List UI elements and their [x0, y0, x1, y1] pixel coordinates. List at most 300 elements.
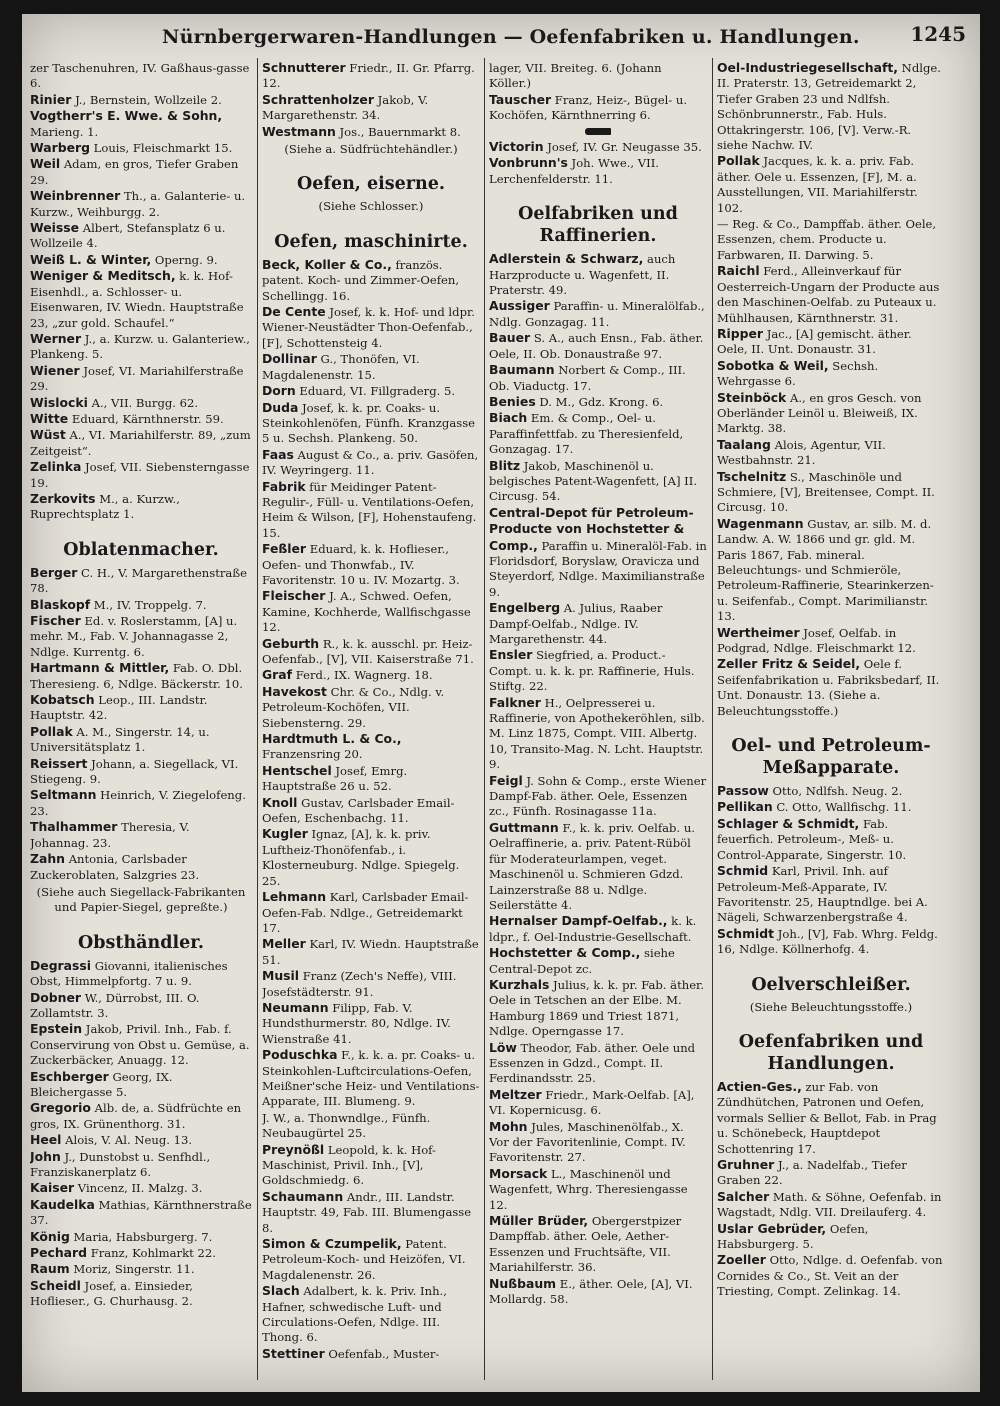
entry-text: Adalbert, k. k. Priv. Inh., Hafner, schwedische Luft- und Circulations-Oefen, Ndlge. III. Thong. 6. — [262, 1284, 447, 1345]
entry-text: Operng. 9. — [154, 252, 218, 267]
entry-text: Alois, Agentur, VII. Westbahnstr. 21. — [717, 437, 886, 468]
entry-text: J., Bernstein, Wollzeile 2. — [75, 92, 222, 107]
directory-entry — [30, 1069, 252, 1101]
entry-name: Pollak — [717, 153, 760, 169]
entry-text: Friedr., II. Gr. Pfarrg. 12. — [262, 61, 475, 91]
entry-text: Vincenz, II. Malzg. 3. — [77, 1181, 203, 1196]
entry-name: Pechard — [30, 1245, 87, 1261]
section-heading: Oefen, maschinirte. — [274, 231, 468, 252]
entry-name: Gregorio — [30, 1100, 91, 1116]
cross-reference-note: (Siehe a. Südfrüchtehändler.) — [284, 142, 458, 157]
entry-name: Schmidt — [717, 925, 775, 941]
entry-name: Schlager & Schmidt, — [717, 815, 860, 831]
directory-entry — [262, 1110, 480, 1142]
entry-name: Zelinka — [30, 459, 82, 475]
entry-text: Theresia, V. Johannag. 23. — [30, 820, 190, 850]
directory-entry — [30, 1180, 252, 1196]
entry-name: Slach — [262, 1283, 300, 1299]
entry-text: siehe Central-Depot zc. — [489, 946, 675, 976]
directory-entry — [30, 427, 252, 459]
column-rule — [257, 58, 258, 1380]
cross-reference-note: (Siehe Beleuchtungsstoffe.) — [749, 999, 913, 1014]
directory-entry — [30, 724, 252, 756]
entry-name: Weisse — [30, 220, 80, 236]
directory-entry — [717, 1189, 945, 1221]
entry-name: Fabrik — [262, 478, 306, 494]
entry-name: Dobner — [30, 989, 82, 1005]
cross-reference-note: (Siehe auch Siegellack-Fabrikanten und Papier-Siegel, gepreßte.) — [36, 884, 246, 915]
directory-entry — [30, 156, 252, 188]
entry-name: Hentschel — [262, 762, 332, 778]
directory-entry — [262, 968, 480, 1000]
column-4 — [717, 60, 945, 1386]
entry-name: Baumann — [489, 362, 555, 378]
entry-name: Victorin — [489, 139, 544, 155]
directory-entry — [30, 1229, 252, 1245]
entry-text: A., VII. Burgg. 62. — [91, 395, 199, 410]
entry-name: Ensler — [489, 647, 533, 663]
directory-entry — [489, 505, 707, 600]
entry-text: Louis, Fleischmarkt 15. — [93, 141, 233, 156]
entry-text: Jacques, k. k. a. priv. Fab. äther. Oele u. Essenzen, [F], M. a. Ausstellungen, VII. Mariahilferstr. 102. — [717, 154, 918, 215]
entry-name: Wislocki — [30, 394, 88, 410]
entry-text: zer Taschenuhren, IV. Gaßhaus-gasse 6. — [30, 61, 250, 91]
entry-text: k. k. ldpr., f. Oel-Industrie-Gesellschaft. — [489, 914, 697, 944]
entry-name: Fleischer — [262, 588, 326, 604]
entry-text: Chr. & Co., Ndlg. v. Petroleum-Kochöfen, VII. Siebensterng. 29. — [262, 684, 445, 730]
entry-name: Meller — [262, 936, 306, 952]
directory-entry — [717, 469, 945, 516]
directory-entry — [262, 1047, 480, 1110]
directory-entry — [717, 326, 945, 358]
entry-text: F., k. k. a. pr. Coaks- u. Steinkohlen-Luftcirculations-Oefen, Meißner'sche Heiz- und Ventilations-Apparate, III. Blumeng. 9. — [262, 1048, 480, 1109]
entry-name: Aussiger — [489, 298, 550, 314]
entry-name: Schrattenholzer — [262, 91, 374, 107]
directory-entry — [489, 913, 707, 945]
entry-text: Eduard, Kärnthnerstr. 59. — [71, 411, 224, 426]
entry-name: De Cente — [262, 304, 326, 320]
entry-name: Vonbrunn's — [489, 155, 568, 171]
entry-name: Vogtherr's E. Wwe. & Sohn, — [30, 108, 223, 124]
entry-name: Central-Depot für Petroleum-Producte von Hochstetter & Comp., — [489, 504, 694, 553]
directory-entry — [262, 92, 480, 124]
directory-entry — [30, 92, 252, 108]
directory-entry — [30, 252, 252, 268]
entry-name: Berger — [30, 564, 78, 580]
directory-entry — [30, 363, 252, 395]
section-heading: Oel- und Petroleum-Meßapparate. — [731, 736, 931, 779]
directory-entry — [30, 756, 252, 788]
entry-text: Otto, Ndlge. d. Oefenfab. von Cornides & Co., St. Veit an der Triesting, Compt. Zelinkag. 14. — [717, 1253, 943, 1299]
directory-entry — [30, 787, 252, 819]
directory-entry — [30, 459, 252, 491]
entry-text: Patent. Petroleum-Koch- und Heizöfen, VI. Magdalenenstr. 26. — [262, 1237, 466, 1282]
entry-name: Hartmann & Mittler, — [30, 660, 170, 676]
directory-entry — [489, 362, 707, 394]
entry-text: C. Otto, Wallfischg. 11. — [776, 800, 912, 815]
directory-entry — [262, 257, 480, 304]
entry-text: Jakob, Privil. Inh., Fab. f. Conservirung von Obst u. Gemüse, a. Zuckerbäcker, Anuagg. 12. — [30, 1022, 250, 1068]
entry-name: Tschelnitz — [717, 468, 787, 484]
entry-text: Obergerstpizer Dampffab. äther. Oele, Aether-Essenzen und Fruchtsäfte, VII. Mariahilferstr. 36. — [489, 1214, 682, 1275]
directory-entry — [30, 1132, 252, 1148]
entry-text: auch Harzproducte u. Wagenfett, II. Praterstr. 49. — [489, 252, 676, 298]
entry-text: Moriz, Singerstr. 11. — [73, 1262, 195, 1277]
entry-text: S. A., auch Ensn., Fab. äther. Oele, II. Ob. Donaustraße 97. — [489, 331, 704, 361]
section-heading: Oelfabriken und Raffinerien. — [518, 204, 678, 247]
entry-text: Maria, Habsburgerg. 7. — [73, 1229, 213, 1244]
directory-entry — [717, 1252, 945, 1299]
directory-entry — [262, 636, 480, 668]
directory-entry — [489, 945, 707, 977]
entry-name: Oel-Industriegesellschaft, — [717, 60, 898, 75]
entry-name: Zerkovits — [30, 490, 96, 506]
entry-name: Eschberger — [30, 1068, 109, 1084]
directory-entry — [717, 926, 945, 958]
entry-name: Seltmann — [30, 787, 97, 803]
directory-entry — [30, 140, 252, 156]
entry-text: Jac., [A] gemischt. äther. Oele, II. Unt. Donaustr. 31. — [717, 326, 912, 357]
entry-text: Em. & Comp., Oel- u. Paraffinfettfab. zu Theresienfeld, Gonzagag. 17. — [489, 411, 684, 457]
entry-name: Duda — [262, 399, 299, 415]
directory-entry — [30, 491, 252, 523]
section-heading: Obsthändler. — [78, 932, 204, 953]
directory-entry — [489, 1119, 707, 1166]
entry-name: Engelberg — [489, 600, 561, 616]
entry-text: A., en gros Gesch. von Oberländer Leinöl u. Bleiweiß, IX. Marktg. 38. — [717, 390, 922, 436]
directory-entry — [262, 1000, 480, 1047]
directory-entry — [262, 889, 480, 936]
entry-name: Warberg — [30, 140, 90, 156]
directory-entry — [30, 1100, 252, 1132]
entry-text: Albert, Stefansplatz 6 u. Wollzeile 4. — [30, 221, 226, 251]
directory-entry — [489, 1276, 707, 1308]
entry-name: Wagenmann — [717, 515, 804, 531]
entry-name: Raum — [30, 1261, 70, 1277]
section-heading: Oefen, eiserne. — [297, 174, 445, 195]
entry-text: Josef, Oelfab. in Podgrad, Ndlge. Fleischmarkt 12. — [717, 625, 916, 656]
directory-entry — [30, 108, 252, 140]
entry-text: F., k. k. priv. Oelfab. u. Oelraffinerie, a. priv. Patent-Rüböl für Moderateurlampen, veget. Maschinenöl u. Schmieren Gdzd. Lainzerstraße 88 u. Ndlge. Seilerstätte 4. — [489, 820, 695, 912]
directory-entry — [717, 1079, 945, 1157]
directory-entry — [717, 799, 945, 815]
entry-text: Ferd., IX. Wagnerg. 18. — [295, 668, 433, 683]
entry-text: Eduard, VI. Fillgraderg. 5. — [299, 384, 456, 399]
entry-text: Andr., III. Landstr. Hauptstr. 49, Fab. III. Blumengasse 8. — [262, 1189, 472, 1235]
entry-text: M., a. Kurzw., Ruprechtsplatz 1. — [30, 491, 180, 522]
directory-entry — [30, 565, 252, 597]
entry-text: Karl, IV. Wiedn. Hauptstraße 51. — [262, 937, 479, 967]
entry-text: J. A., Schwed. Oefen, Kamine, Kochherde, Wallfischgasse 12. — [262, 589, 471, 635]
directory-entry — [489, 394, 707, 410]
page-number: 1245 — [910, 22, 966, 46]
directory-entry — [717, 437, 945, 469]
entry-name: Fischer — [30, 613, 81, 628]
entry-name: Feßler — [262, 541, 307, 557]
directory-entry — [717, 783, 945, 799]
directory-entry — [30, 1261, 252, 1277]
column-1 — [30, 60, 252, 1386]
entry-name: Dollinar — [262, 351, 317, 367]
entry-text: C. H., V. Margarethenstraße 78. — [30, 565, 247, 596]
entry-text: Ndlge. II. Praterstr. 13, Getreidemarkt 2, Tiefer Graben 23 und Ndlfsh. Schönbrunnerstr., Fab. Huls. Ottakringerstr. 106, [V]. Verw.-R. siehe Nachw. IV. — [717, 61, 941, 153]
entry-text: Oele f. Seifenfabrikation u. Fabriksbedarf, II. Unt. Donaustr. 13. (Siehe a. Beleuchtungsstoffe.) — [717, 657, 940, 718]
entry-name: Dorn — [262, 383, 296, 399]
entry-name: Rinier — [30, 91, 72, 107]
directory-entry — [262, 60, 480, 92]
entry-name: Blaskopf — [30, 596, 91, 612]
entry-text: Alois, V. Al. Neug. 13. — [65, 1133, 193, 1148]
directory-entry — [30, 411, 252, 427]
directory-entry — [489, 251, 707, 298]
entry-text: Fab. feuerfich. Petroleum-, Meß- u. Control-Apparate, Singerstr. 10. — [717, 816, 907, 862]
directory-entry — [30, 1149, 252, 1181]
directory-entry — [489, 695, 707, 773]
entry-text: Jules, Maschinenölfab., X. Vor der Favoritenlinie, Compt. IV. Favoritenstr. 27. — [489, 1119, 686, 1165]
directory-entry — [717, 358, 945, 390]
entry-name: Ripper — [717, 325, 764, 341]
directory-entry — [489, 1040, 707, 1087]
entry-text: Norbert & Comp., III. Ob. Viaductg. 17. — [489, 363, 686, 393]
entry-name: Salcher — [717, 1188, 770, 1204]
entry-text: J. Sohn & Comp., erste Wiener Dampf-Fab. äther. Oele, Essenzen zc., Fünfh. Rosinagasse 11a. — [489, 773, 707, 819]
entry-name: König — [30, 1228, 70, 1244]
entry-text: Fab. O. Dbl. Theresieng. 6, Ndlge. Bäckerstr. 10. — [30, 661, 243, 691]
entry-text: Theodor, Fab. äther. Oele und Essenzen in Gdzd., Compt. II. Ferdinandsstr. 25. — [489, 1040, 696, 1086]
directory-entry — [262, 936, 480, 968]
entry-text: E., äther. Oele, [A], VI. Mollardg. 58. — [489, 1276, 693, 1307]
entry-name: Tauscher — [489, 91, 552, 107]
entry-text: Marieng. 1. — [30, 124, 99, 139]
entry-name: Zahn — [30, 851, 65, 867]
entry-text: Leopold, k. k. Hof-Maschinist, Privil. Inh., [V], Goldschmiedg. 6. — [262, 1142, 436, 1188]
entry-name: Stettiner — [262, 1345, 325, 1361]
entry-text: Josef, IV. Gr. Neugasse 35. — [547, 140, 702, 155]
directory-entry — [262, 1236, 480, 1283]
entry-text: Georg, IX. Bleichergasse 5. — [30, 1069, 173, 1099]
entry-name: Passow — [717, 783, 769, 799]
entry-name: Falkner — [489, 694, 541, 710]
entry-text: Josef, k. k. Hof- und ldpr. Wiener-Neustädter Thon-Oefenfab., [F], Schottensteig 4. — [262, 305, 475, 350]
directory-entry — [30, 268, 252, 331]
pointing-hand-icon — [585, 128, 611, 135]
entry-name: Bauer — [489, 330, 531, 346]
entry-name: Hochstetter & Comp., — [489, 945, 641, 961]
directory-entry — [30, 1245, 252, 1261]
entry-name: Wertheimer — [717, 624, 800, 640]
entry-text: W., Dürrobst, III. O. Zollamtstr. 3. — [30, 990, 200, 1020]
entry-text: Joh., [V], Fab. Whrg. Feldg. 16, Ndlge. Köllnerhofg. 4. — [717, 926, 938, 957]
entry-text: Paraffin u. Mineralöl-Fab. in Floridsdorf, Boryslaw, Oravicza und Steyerdorf, Ndlge. Maximilianstraße 9. — [489, 538, 707, 599]
directory-entry — [489, 92, 707, 124]
entry-name: Werner — [30, 330, 82, 346]
entry-text: Franz, Heiz-, Bügel- u. Kochöfen, Kärnthnerring 6. — [489, 92, 688, 123]
entry-name: Scheidl — [30, 1277, 81, 1293]
entry-text: Friedr., Mark-Oelfab. [A], VI. Kopernicusg. 6. — [489, 1087, 695, 1118]
directory-entry — [717, 1157, 945, 1189]
entry-name: Morsack — [489, 1165, 548, 1181]
entry-text: — Reg. & Co., Dampffab. äther. Oele, Essenzen, chem. Producte u. Farbwaren, II. Darwing. 5. — [717, 217, 937, 262]
entry-name: Wiener — [30, 362, 80, 378]
directory-entry — [717, 516, 945, 625]
entry-name: Beck, Koller & Co., — [262, 256, 392, 272]
entry-text: Eduard, k. k. Hoflieser., Oefen- und Thonwfab., IV. Favoritenstr. 10 u. IV. Mozartg. 3. — [262, 542, 460, 587]
section-heading: Oblatenmacher. — [63, 539, 219, 560]
entry-text: Oefenfab., Muster- — [328, 1346, 440, 1361]
directory-entry — [489, 155, 707, 187]
directory-entry — [262, 826, 480, 889]
entry-name: Steinböck — [717, 389, 787, 405]
entry-text: S., Maschinöle und Schmiere, [V], Breitensee, Compt. II. Circusg. 10. — [717, 469, 935, 515]
entry-name: Meltzer — [489, 1086, 542, 1102]
directory-entry — [489, 298, 707, 330]
directory-entry — [30, 990, 252, 1022]
directory-entry — [30, 613, 252, 660]
entry-text: L., Maschinenöl und Wagenfett, Whrg. Theresiengasse 12. — [489, 1166, 688, 1212]
directory-entry — [30, 660, 252, 692]
entry-name: Lehmann — [262, 889, 327, 905]
entry-text: zur Fab. von Zündhütchen, Patronen und Oefen, vormals Sellier & Bellot, Fab. in Prag u. Schönebeck, Hauptdepot Schottenring 17. — [717, 1079, 937, 1156]
entry-text: Josef, a. Einsieder, Hoflieser., G. Churhausg. 2. — [30, 1278, 193, 1309]
entry-text: J., a. Nadelfab., Tiefer Graben 22. — [717, 1157, 907, 1188]
section-heading: Oefenfabriken und Handlungen. — [738, 1031, 924, 1074]
directory-entry — [489, 330, 707, 362]
entry-text: Karl, Privil. Inh. auf Petroleum-Meß-Apparate, IV. Favoritenstr. 25, Hauptndlge. bei A. Nägeli, Schwarzenbergstraße 4. — [717, 864, 928, 925]
directory-entry — [262, 588, 480, 635]
entry-text: Math. & Söhne, Oefenfab. in Wagstadt, Ndlg. VII. Dreilauferg. 4. — [717, 1189, 942, 1220]
directory-entry — [489, 1166, 707, 1213]
directory-entry — [30, 1021, 252, 1068]
directory-entry — [262, 479, 480, 542]
directory-entry — [262, 400, 480, 447]
entry-text: Josef, k. k. pr. Coaks- u. Steinkohlenöfen, Fünfh. Kranzgasse 5 u. Sechsh. Plankeng. 50. — [262, 400, 476, 446]
entry-text: Otto, Ndlfsh. Neug. 2. — [772, 784, 903, 799]
entry-name: Faas — [262, 446, 294, 462]
entry-name: Kaudelka — [30, 1196, 95, 1212]
directory-entry — [717, 390, 945, 437]
entry-text: Th., a. Galanterie- u. Kurzw., Weihburgg. 2. — [30, 189, 246, 219]
column-3 — [489, 60, 707, 1386]
directory-entry — [489, 820, 707, 913]
entry-text: Gustav, Carlsbader Email-Oefen, Eschenbachg. 11. — [262, 795, 455, 826]
directory-entry — [30, 331, 252, 363]
entry-text: August & Co., a. priv. Gasöfen, IV. Weyringerg. 11. — [262, 447, 479, 478]
entry-text: französ. patent. Koch- und Zimmer-Oefen, Schellingg. 16. — [262, 257, 460, 303]
entry-name: John — [30, 1148, 61, 1164]
entry-text: Ignaz, [A], k. k. priv. Luftheiz-Thonöfenfab., i. Klosterneuburg. Ndlge. Spiegelg. 25. — [262, 827, 460, 888]
entry-name: Müller Brüder, — [489, 1213, 589, 1229]
directory-entry — [30, 188, 252, 220]
entry-text: A. M., Singerstr. 14, u. Universitätsplatz 1. — [30, 724, 210, 755]
entry-name: Taalang — [717, 436, 771, 452]
directory-entry — [262, 351, 480, 383]
entry-text: Heinrich, V. Ziegelofeng. 23. — [30, 788, 246, 818]
entry-text: Ed. v. Roslerstamm, [A] u. mehr. M., Fab. V. Johannagasse 2, Ndlge. Kurrentg. 6. — [30, 614, 238, 659]
entry-name: Wüst — [30, 427, 66, 443]
directory-entry — [717, 153, 945, 216]
entry-text: lager, VII. Breiteg. 6. (Johann Köller.) — [489, 61, 662, 91]
directory-entry — [489, 1087, 707, 1119]
directory-entry — [489, 60, 707, 92]
directory-entry — [30, 1278, 252, 1310]
entry-name: Pollak — [30, 723, 73, 739]
entry-name: Weil — [30, 156, 61, 172]
section-heading: Oelverschleißer. — [751, 974, 911, 995]
directory-entry — [489, 647, 707, 694]
entry-text: Leop., III. Landstr. Hauptstr. 42. — [30, 693, 208, 723]
directory-entry — [30, 395, 252, 411]
directory-entry — [30, 597, 252, 613]
entry-name: Biach — [489, 410, 528, 426]
directory-entry — [30, 220, 252, 252]
entry-name: Thalhammer — [30, 819, 118, 835]
entry-name: Westmann — [262, 123, 336, 139]
entry-name: Poduschka — [262, 1047, 338, 1063]
entry-text: Giovanni, italienisches Obst, Himmelpfortg. 7 u. 9. — [30, 958, 228, 989]
directory-entry — [489, 1213, 707, 1276]
entry-name: Hernalser Dampf-Oelfab., — [489, 913, 668, 929]
entry-name: Zeller Fritz & Seidel, — [717, 656, 861, 672]
directory-entry — [489, 977, 707, 1040]
entry-name: Epstein — [30, 1021, 83, 1037]
directory-entry — [30, 692, 252, 724]
directory-entry — [262, 1283, 480, 1346]
entry-name: Musil — [262, 968, 300, 984]
entry-text: Karl, Carlsbader Email-Oefen-Fab. Ndlge., Getreidemarkt 17. — [262, 890, 469, 935]
entry-text: Josef, Emrg. Hauptstraße 26 u. 52. — [262, 763, 408, 794]
column-rule — [712, 58, 713, 1380]
entry-name: Kurzhals — [489, 976, 550, 992]
entry-name: Kaiser — [30, 1180, 75, 1196]
entry-text: Adam, en gros, Tiefer Graben 29. — [30, 157, 239, 187]
entry-text: Jakob, Maschinenöl u. belgisches Patent-Wagenfett, [A] II. Circusg. 54. — [489, 458, 698, 504]
entry-name: Schnutterer — [262, 60, 346, 75]
entry-text: R., k. k. ausschl. pr. Heiz-Oefenfab., [V], VII. Kaiserstraße 71. — [262, 636, 474, 666]
entry-text: Franzensring 20. — [262, 747, 363, 762]
entry-name: Adlerstein & Schwarz, — [489, 251, 644, 267]
directory-entry — [262, 304, 480, 351]
entry-name: Graf — [262, 667, 293, 683]
directory-entry — [489, 458, 707, 505]
entry-name: Mohn — [489, 1118, 528, 1134]
entry-name: Knoll — [262, 794, 298, 810]
entry-name: Reissert — [30, 755, 88, 771]
directory-entry — [489, 773, 707, 820]
entry-name: Heel — [30, 1132, 62, 1148]
entry-name: Hardtmuth L. & Co., — [262, 731, 402, 747]
directory-entry — [717, 816, 945, 863]
directory-entry — [262, 667, 480, 683]
entry-name: Kugler — [262, 826, 308, 842]
entry-text: G., Thonöfen, VI. Magdalenenstr. 15. — [262, 352, 420, 382]
entry-name: Uslar Gebrüder, — [717, 1220, 827, 1236]
entry-name: Raichl — [717, 263, 760, 279]
directory-page — [22, 14, 980, 1392]
entry-name: Actien-Ges., — [717, 1078, 802, 1094]
ornament-row — [489, 124, 707, 139]
directory-entry — [30, 60, 252, 92]
entry-text: Filipp, Fab. V. Hundsthurmerstr. 80, Ndlge. IV. Wienstraße 41. — [262, 1000, 451, 1046]
directory-entry — [262, 447, 480, 479]
entry-name: Sobotka & Weil, — [717, 357, 829, 373]
column-2 — [262, 60, 480, 1386]
directory-entry — [262, 1189, 480, 1236]
entry-text: Paraffin- u. Mineralölfab., Ndlg. Gonzagag. 11. — [489, 299, 705, 329]
entry-name: Geburth — [262, 635, 320, 651]
entry-text: k. k. Hof-Eisenhdl., a. Schlosser- u. Eisenwaren, IV. Wiedn. Hauptstraße 23, „zur gold. Schaufel.“ — [30, 269, 244, 330]
entry-text: Antonia, Carlsbader Zuckeroblaten, Salzgries 23. — [30, 852, 200, 882]
directory-entry — [262, 684, 480, 731]
